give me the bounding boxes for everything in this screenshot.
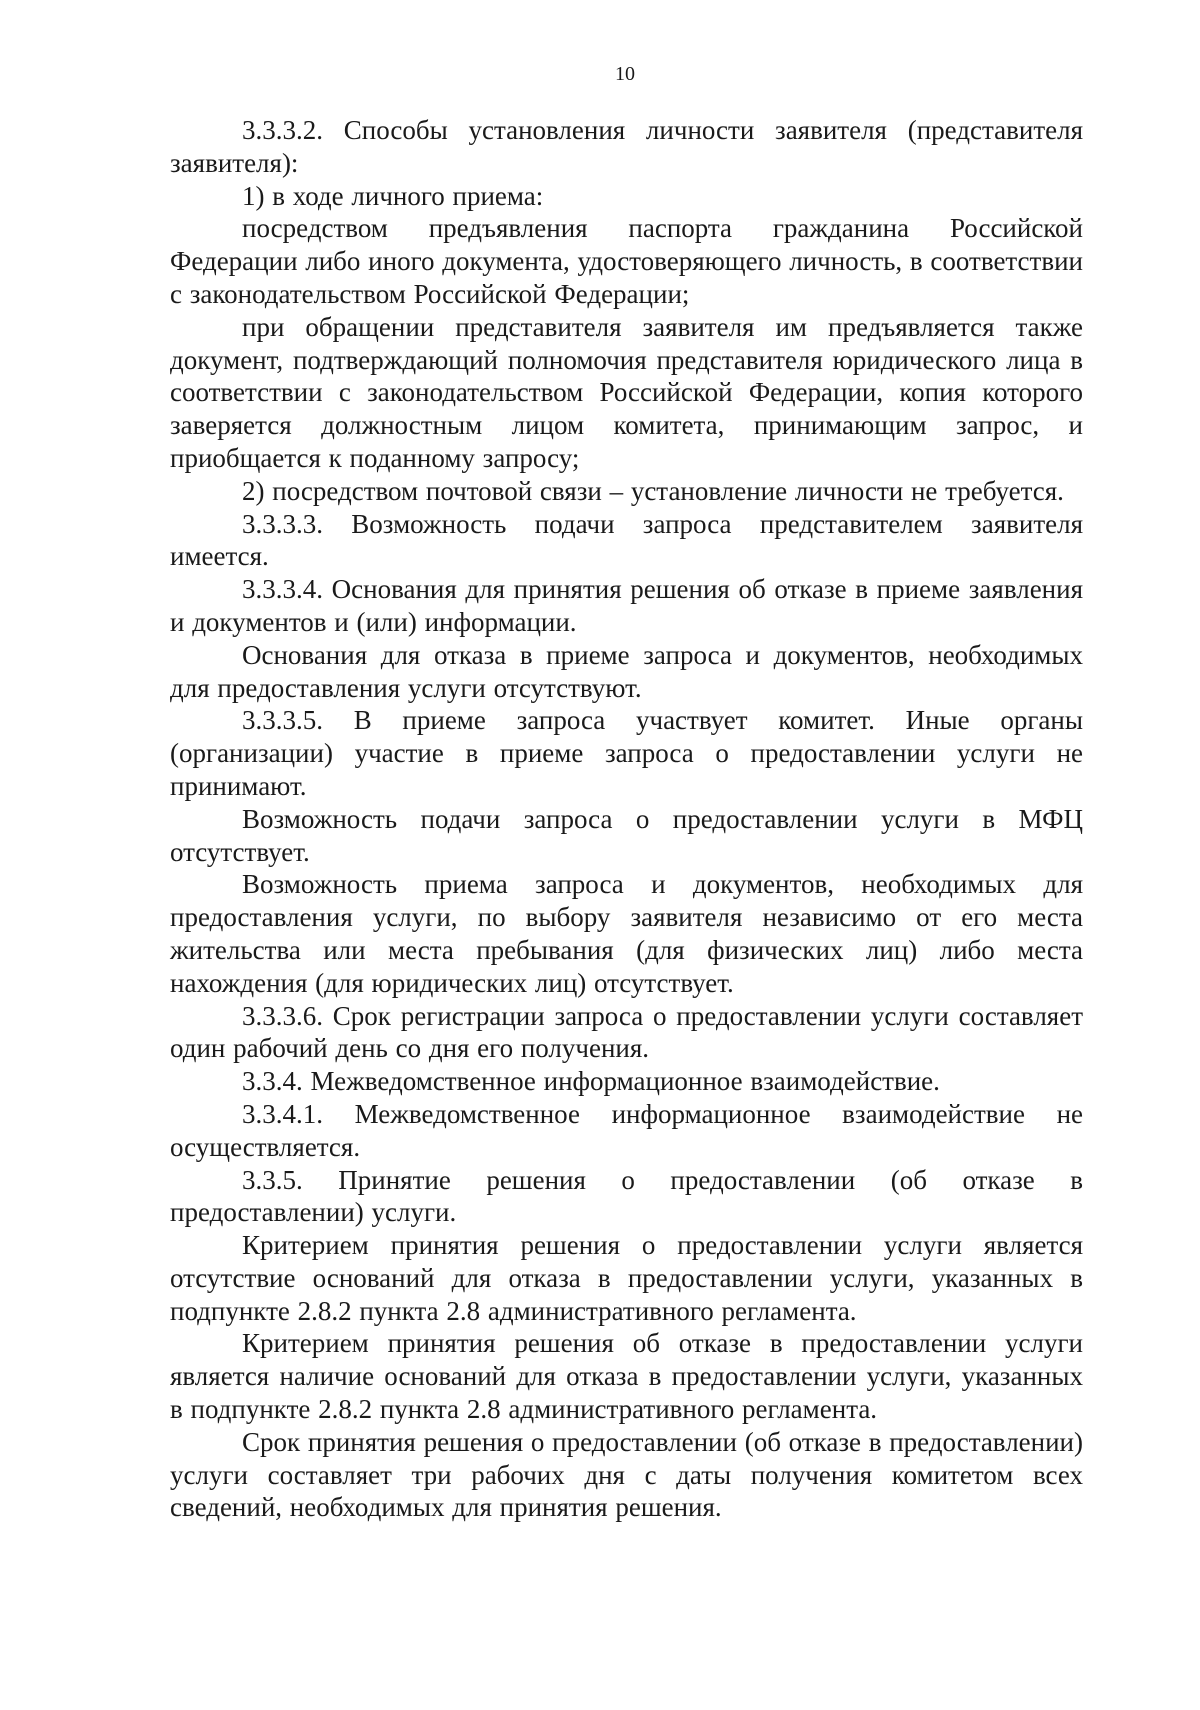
paragraph-mfc: Возможность подачи запроса о предоставлении услуги в МФЦ отсутствует. <box>170 803 1083 867</box>
paragraph-personal-reception: 1) в ходе личного приема: <box>242 180 544 211</box>
paragraph-3-3-4-1: 3.3.4.1. Межведомственное информационное взаимодействие не осуществляется. <box>170 1098 1083 1162</box>
paragraph-3-3-4: 3.3.4. Межведомственное информационное взаимодействие. <box>242 1066 940 1097</box>
paragraph-postal: 2) посредством почтовой связи – установление личности не требуется. <box>242 475 1064 506</box>
paragraph-approval-criterion: Критерием принятия решения о предоставлении услуги является отсутствие оснований для отказа в предоставлении услуги, указанных в подпункте 2.8.2 пункта 2.8 административного регламента. <box>170 1230 1083 1326</box>
paragraph-passport: посредством предъявления паспорта гражданина Российской Федерации либо иного документа, удостоверяющего личность, в соответствии с законодательством Российской Федерации; <box>170 213 1083 309</box>
paragraph-3-3-3-4: 3.3.3.4. Основания для принятия решения об отказе в приеме заявления и документов и (или) информации. <box>170 574 1083 637</box>
paragraph-extraterritorial: Возможность приема запроса и документов, необходимых для предоставления услуги, по выбору заявителя независимо от его места жительства или места пребывания (для физических лиц) либо места нахождения (для юридических лиц) отсутствует. <box>170 869 1083 998</box>
paragraph-3-3-3-5: 3.3.3.5. В приеме запроса участвует комитет. Иные органы (организации) участие в приеме запроса о предоставлении услуги не принимают. <box>170 705 1083 801</box>
paragraph-refusal-criterion: Критерием принятия решения об отказе в предоставлении услуги является наличие оснований для отказа в предоставлении услуги, указанных в подпункте 2.8.2 пункта 2.8 административного регламента. <box>170 1328 1083 1425</box>
paragraph-3-3-3-6: 3.3.3.6. Срок регистрации запроса о предоставлении услуги составляет один рабочий день со дня его получения. <box>170 1000 1083 1064</box>
document-body <box>170 114 1083 1524</box>
paragraph-no-refusal-grounds: Основания для отказа в приеме запроса и документов, необходимых для предоставления услуги отсутствуют. <box>170 639 1083 703</box>
page-number: 10 <box>615 63 635 85</box>
paragraph-representative: при обращении представителя заявителя им предъявляется также документ, подтверждающий полномочия представителя юридического лица в соответствии с законодательством Российской Федерации, копия которого заверяется должностным лицом комитета, принимающим запрос, и приобщается к поданному запросу; <box>170 311 1083 473</box>
paragraph-3-3-3-3: 3.3.3.3. Возможность подачи запроса представителем заявителя имеется. <box>170 508 1083 572</box>
paragraph-3-3-3-2: 3.3.3.2. Способы установления личности заявителя (представителя заявителя): <box>170 115 1083 178</box>
paragraph-decision-term: Срок принятия решения о предоставлении (об отказе в предоставлении) услуги составляет три рабочих дня с даты получения комитетом всех сведений, необходимых для принятия решения. <box>170 1426 1083 1523</box>
paragraph-3-3-5: 3.3.5. Принятие решения о предоставлении (об отказе в предоставлении) услуги. <box>170 1164 1083 1228</box>
